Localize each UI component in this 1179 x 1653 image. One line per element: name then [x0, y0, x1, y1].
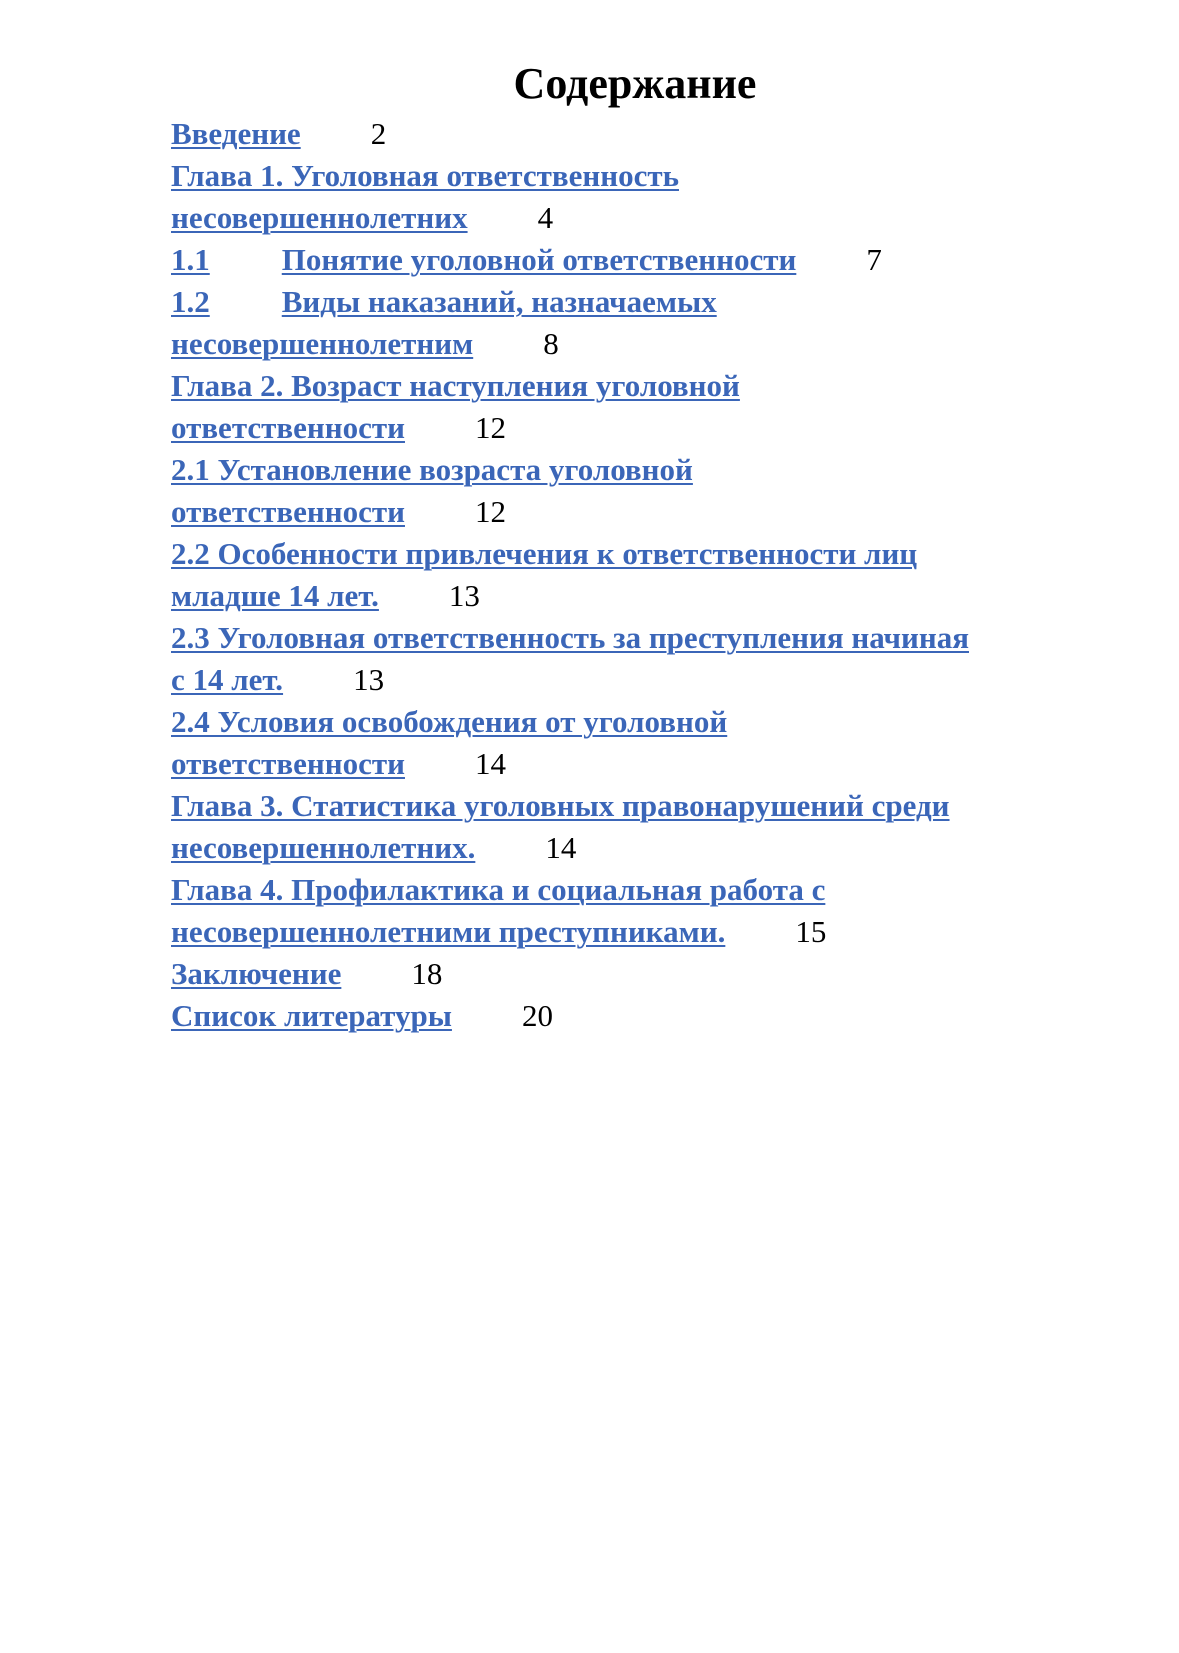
toc-link[interactable]: 2.4 Условия освобождения от уголовной — [171, 704, 728, 739]
toc-link[interactable]: Понятие уголовной ответственности — [281, 242, 797, 277]
toc-link[interactable]: Заключение — [171, 956, 342, 991]
toc-section-number[interactable]: 1.2 — [171, 284, 210, 319]
toc-entry-bibliography[interactable] — [171, 995, 1131, 1037]
toc-link-continued[interactable]: ответственности — [171, 494, 405, 529]
toc-link[interactable]: Список литературы — [171, 998, 452, 1033]
toc-link[interactable]: Глава 2. Возраст наступления уголовной — [171, 368, 740, 403]
toc-entry-section-2-3[interactable] — [171, 617, 1131, 701]
toc-entry-section-2-4[interactable] — [171, 701, 1131, 785]
toc-entry-chapter-1[interactable] — [171, 155, 1131, 239]
toc-page-number: 7 — [866, 242, 882, 277]
toc-page-number: 18 — [411, 956, 443, 991]
toc-page-number: 4 — [537, 200, 554, 235]
toc-entry-section-1-2[interactable] — [171, 281, 1131, 365]
toc-link[interactable]: Глава 4. Профилактика и социальная работа с — [171, 872, 826, 907]
toc-link-continued[interactable]: ответственности — [171, 746, 405, 781]
toc-link[interactable]: 2.2 Особенности привлечения к ответственности лиц — [171, 536, 918, 571]
toc-page-number: 14 — [545, 830, 577, 865]
toc-link[interactable]: Глава 1. Уголовная ответственность — [171, 158, 679, 193]
toc-page-number: 8 — [543, 326, 559, 361]
toc-entry-chapter-3[interactable] — [171, 785, 1131, 869]
toc-entry-conclusion[interactable] — [171, 953, 1131, 995]
toc-entry-chapter-4[interactable] — [171, 869, 1131, 953]
toc-link-continued[interactable]: несовершеннолетними преступниками. — [171, 914, 726, 949]
toc-link[interactable]: 2.1 Установление возраста уголовной — [171, 452, 693, 487]
toc-section-number[interactable]: 1.1 — [171, 242, 210, 277]
toc-link-continued[interactable]: несовершеннолетних — [171, 200, 468, 235]
toc-link-continued[interactable]: ответственности — [171, 410, 405, 445]
toc-page-number: 20 — [521, 998, 553, 1033]
toc-page-number: 12 — [474, 494, 506, 529]
toc-entry-section-2-2[interactable] — [171, 533, 1131, 617]
toc-page-number: 2 — [370, 116, 387, 151]
toc-entry-section-2-1[interactable] — [171, 449, 1131, 533]
table-of-contents — [171, 113, 1131, 1037]
toc-title: Содержание — [513, 59, 757, 108]
toc-page-number: 15 — [795, 914, 827, 949]
toc-link[interactable]: 2.3 Уголовная ответственность за преступления начиная — [171, 620, 969, 655]
toc-page-number: 13 — [448, 578, 480, 613]
toc-entry-introduction[interactable] — [171, 113, 1131, 155]
toc-page-number: 12 — [474, 410, 506, 445]
toc-link-continued[interactable]: несовершеннолетних. — [171, 830, 476, 865]
toc-link[interactable]: Виды наказаний, назначаемых — [281, 284, 717, 319]
toc-page-number: 13 — [353, 662, 385, 697]
toc-entry-chapter-2[interactable] — [171, 365, 1131, 449]
toc-link-continued[interactable]: младше 14 лет. — [171, 578, 379, 613]
toc-link-continued[interactable]: с 14 лет. — [171, 662, 284, 697]
toc-link[interactable]: Введение — [171, 116, 301, 151]
toc-link[interactable]: Глава 3. Статистика уголовных правонарушений среди — [171, 788, 950, 823]
toc-entry-section-1-1[interactable] — [171, 239, 1131, 281]
toc-page-number: 14 — [474, 746, 506, 781]
toc-link-continued[interactable]: несовершеннолетним — [171, 326, 474, 361]
